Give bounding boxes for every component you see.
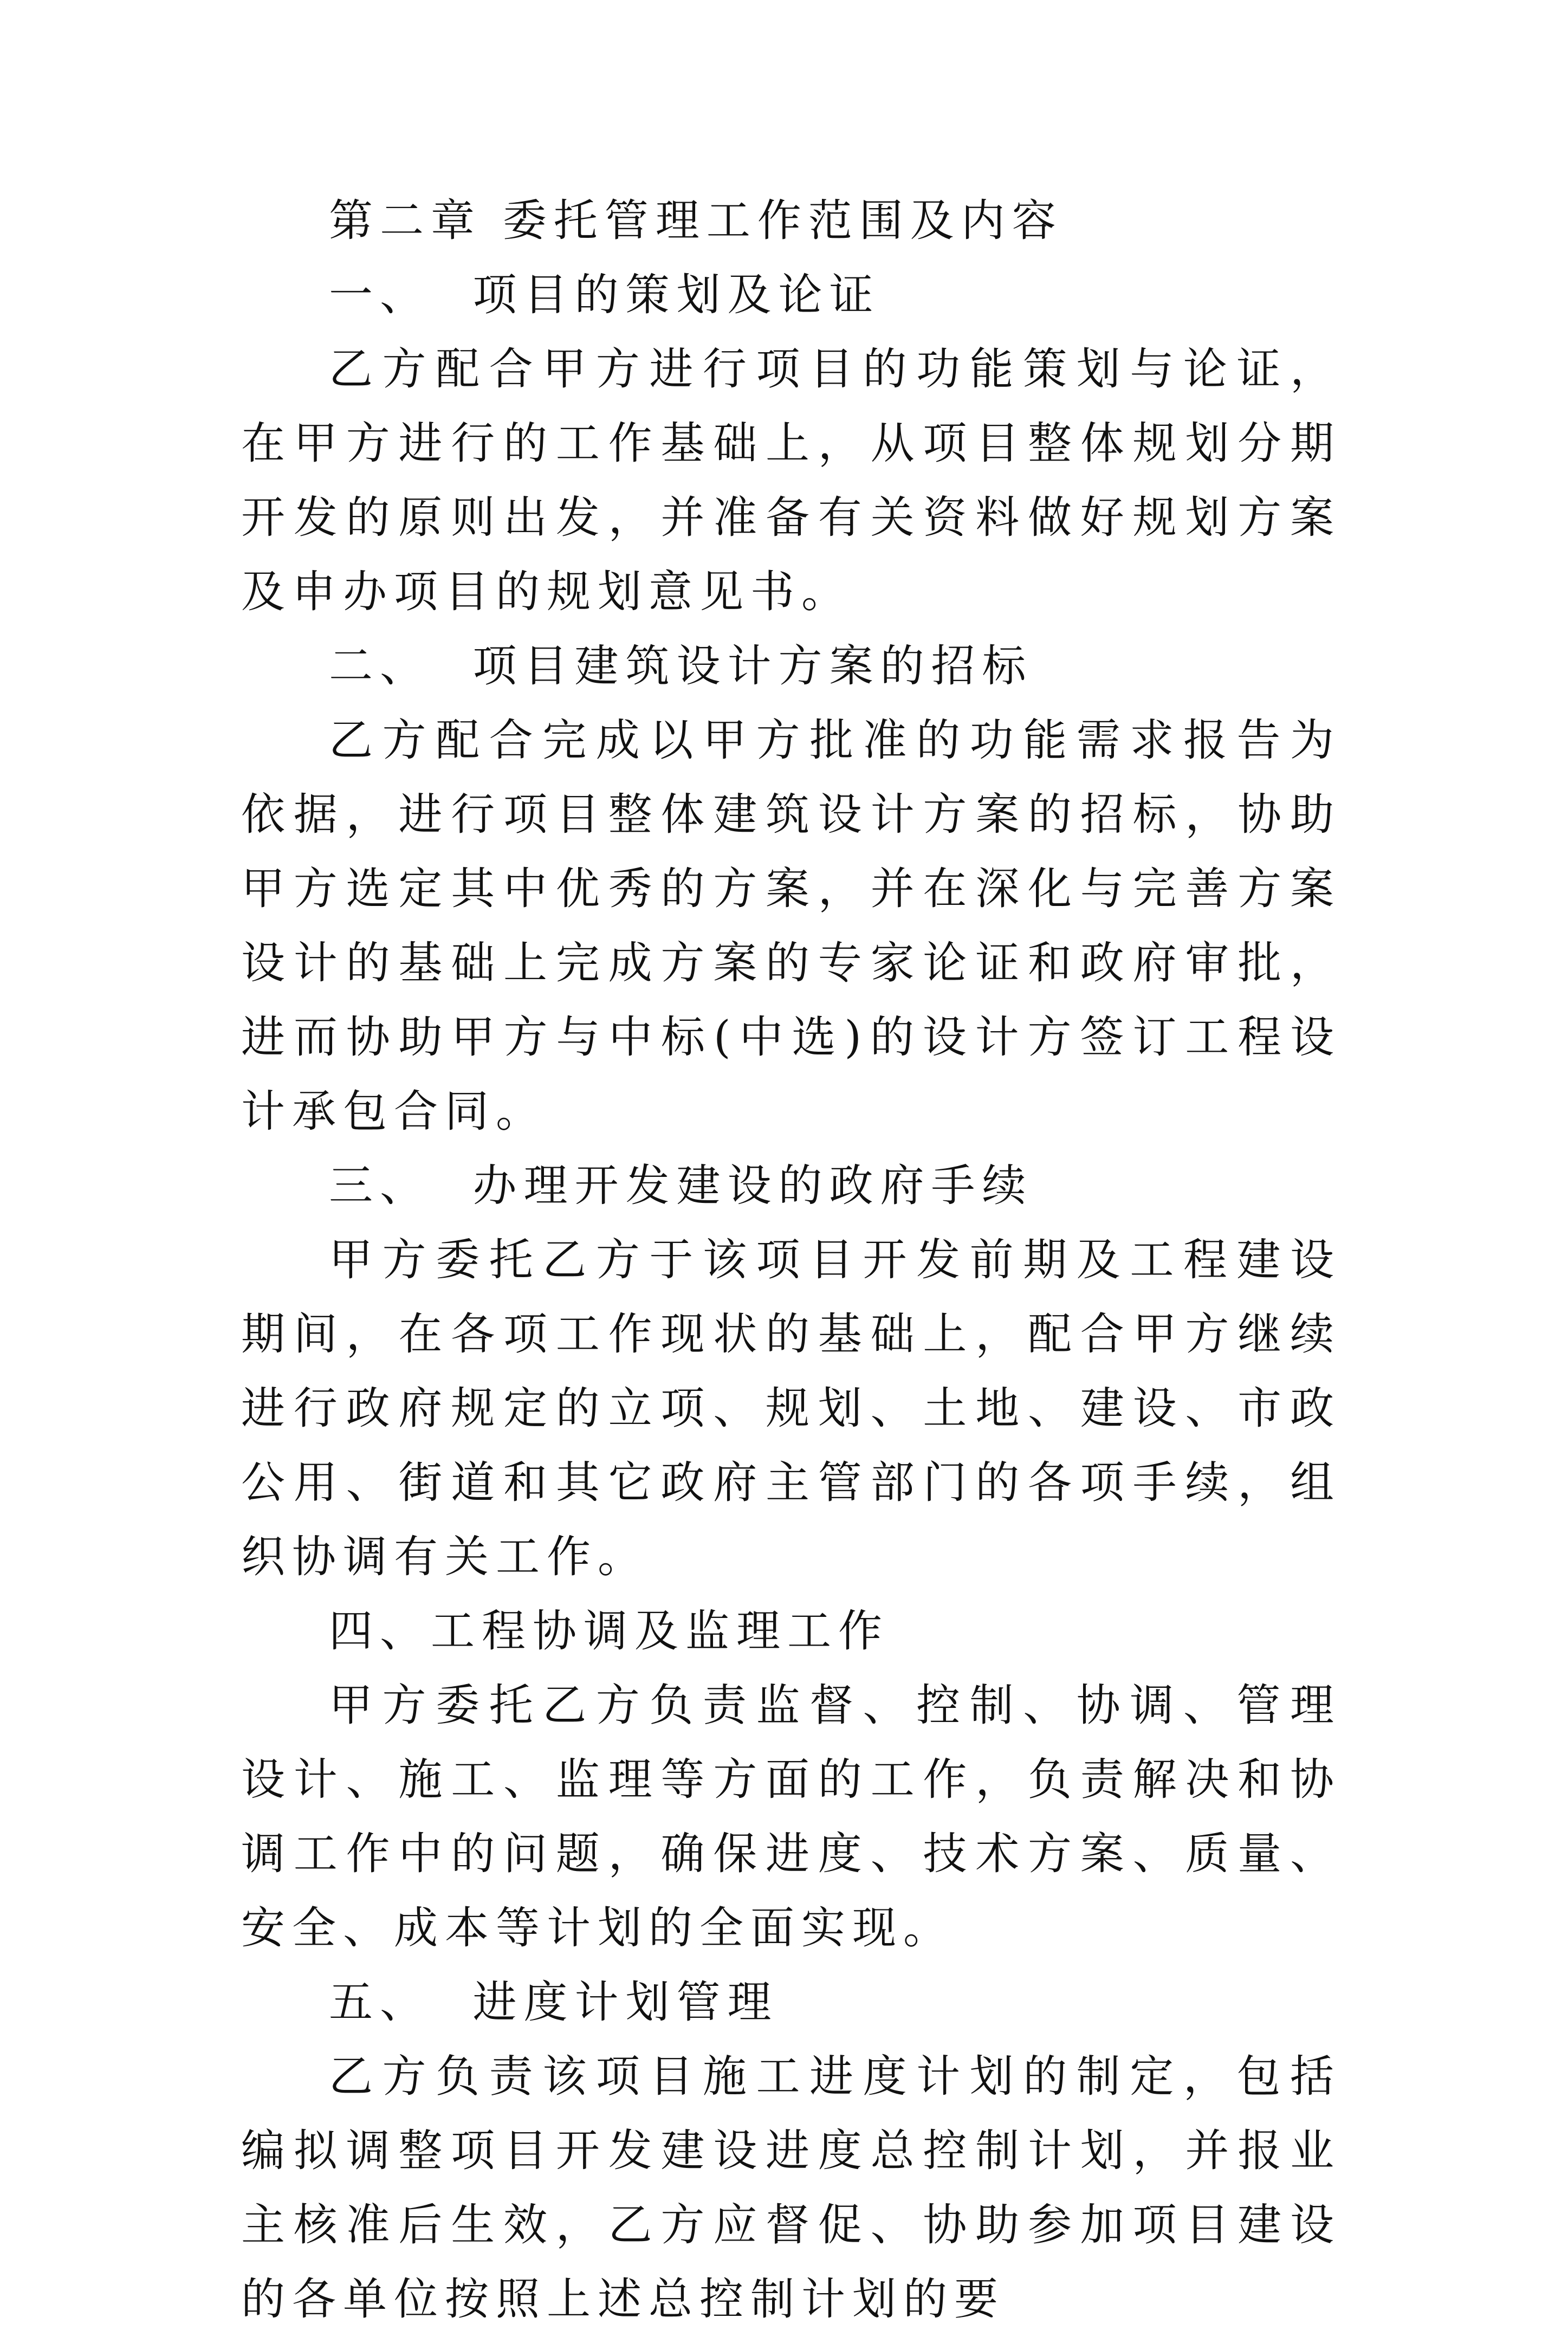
section-heading-4: 四、工程协调及监理工作 <box>329 1606 890 1657</box>
section-paragraph-5: 乙方负责该项目施工进度计划的制定，包括编拟调整项目开发建设进度总控制计划，并报业主核准后生效，乙方应督促、协助参加项目建设的各单位按照上述总控制计划的要 <box>241 2051 1341 2325</box>
section-heading-1: 一、 项目的策划及论证 <box>329 270 880 321</box>
section-heading-5: 五、 进度计划管理 <box>329 1977 779 2028</box>
chapter-title: 第二章 委托管理工作范围及内容 <box>329 196 1063 247</box>
section-heading-2: 二、 项目建筑设计方案的招标 <box>329 641 1033 692</box>
document-body <box>241 184 1341 2337</box>
section-paragraph-1: 乙方配合甲方进行项目的功能策划与论证，在甲方进行的工作基础上，从项目整体规划分期开发的原则出发，并准备有关资料做好规划方案及申办项目的规划意见书。 <box>241 344 1341 618</box>
section-heading-3: 三、 办理开发建设的政府手续 <box>329 1161 1033 1212</box>
section-paragraph-3: 甲方委托乙方于该项目开发前期及工程建设期间，在各项工作现状的基础上，配合甲方继续进行政府规定的立项、规划、土地、建设、市政公用、街道和其它政府主管部门的各项手续，组织协调有关工作。 <box>241 1235 1341 1583</box>
section-paragraph-2: 乙方配合完成以甲方批准的功能需求报告为依据，进行项目整体建筑设计方案的招标，协助甲方选定其中优秀的方案，并在深化与完善方案设计的基础上完成方案的专家论证和政府审批，进而协助甲方与中标(中选)的设计方签订工程设计承包合同。 <box>241 715 1341 1137</box>
section-paragraph-4: 甲方委托乙方负责监督、控制、协调、管理设计、施工、监理等方面的工作，负责解决和协调工作中的问题，确保进度、技术方案、质量、安全、成本等计划的全面实现。 <box>241 1680 1341 1954</box>
